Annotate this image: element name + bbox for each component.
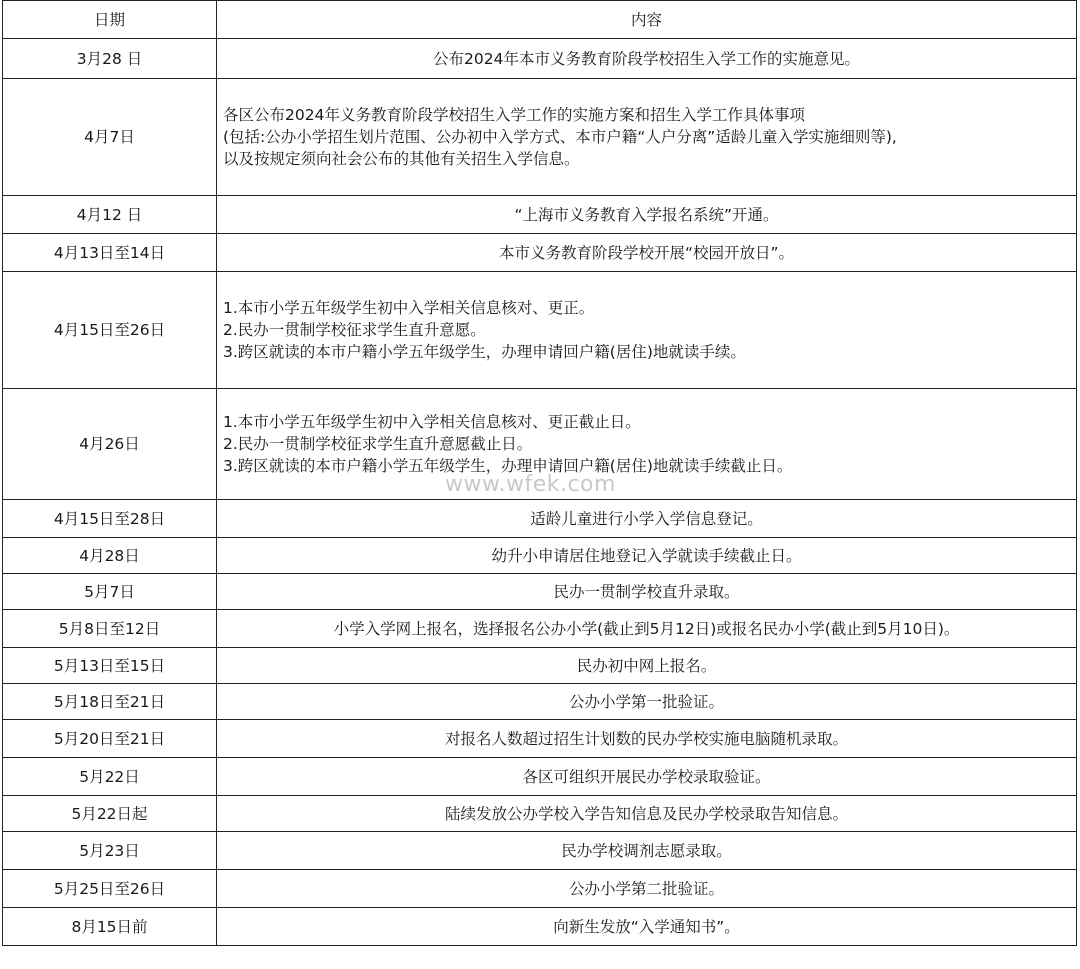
content-line: 小学入学网上报名，选择报名公办小学(截止到5月12日)或报名民办小学(截止到5月10日)。 bbox=[333, 619, 960, 638]
table-row bbox=[3, 908, 1077, 946]
row-content bbox=[217, 272, 1077, 389]
table-header-row bbox=[3, 1, 1077, 39]
content-line: 民办初中网上报名。 bbox=[576, 656, 717, 675]
row-content bbox=[217, 39, 1077, 79]
content-line: 陆续发放公办学校入学告知信息及民办学校录取告知信息。 bbox=[444, 804, 848, 823]
row-date: 4月15日至26日 bbox=[3, 272, 217, 389]
table-row bbox=[3, 389, 1077, 500]
row-date: 5月20日至21日 bbox=[3, 720, 217, 758]
row-date: 5月13日至15日 bbox=[3, 648, 217, 684]
row-content bbox=[217, 500, 1077, 538]
row-content bbox=[217, 648, 1077, 684]
table-row bbox=[3, 684, 1077, 720]
row-date: 5月8日至12日 bbox=[3, 610, 217, 648]
table-row bbox=[3, 500, 1077, 538]
content-line: 公办小学第一批验证。 bbox=[568, 692, 724, 711]
table-row bbox=[3, 234, 1077, 272]
content-line: 幼升小申请居住地登记入学就读手续截止日。 bbox=[491, 546, 802, 565]
row-content bbox=[217, 389, 1077, 500]
content-line: 2.民办一贯制学校征求学生直升意愿。 bbox=[223, 321, 486, 339]
watermark-text: www.wfek.com bbox=[445, 472, 616, 497]
content-line: 对报名人数超过招生计划数的民办学校实施电脑随机录取。 bbox=[444, 729, 848, 748]
row-content bbox=[217, 720, 1077, 758]
row-content bbox=[217, 908, 1077, 946]
content-line: 公办小学第二批验证。 bbox=[568, 879, 724, 898]
table-row bbox=[3, 720, 1077, 758]
row-date: 5月25日至26日 bbox=[3, 870, 217, 908]
content-line: 民办一贯制学校直升录取。 bbox=[553, 582, 740, 601]
row-content bbox=[217, 832, 1077, 870]
row-content bbox=[217, 574, 1077, 610]
row-date: 5月18日至21日 bbox=[3, 684, 217, 720]
row-date: 4月12 日 bbox=[3, 196, 217, 234]
table-row bbox=[3, 538, 1077, 574]
content-line: 3.跨区就读的本市户籍小学五年级学生，办理申请回户籍(居住)地就读手续。 bbox=[223, 343, 746, 361]
content-line: 1.本市小学五年级学生初中入学相关信息核对、更正。 bbox=[223, 299, 595, 317]
enrollment-schedule-table bbox=[2, 0, 1077, 946]
row-date: 5月22日 bbox=[3, 758, 217, 796]
content-line: 本市义务教育阶段学校开展“校园开放日”。 bbox=[498, 243, 795, 262]
row-content bbox=[217, 610, 1077, 648]
table-row bbox=[3, 870, 1077, 908]
row-content bbox=[217, 538, 1077, 574]
content-line: 适龄儿童进行小学入学信息登记。 bbox=[530, 509, 763, 528]
table-row bbox=[3, 79, 1077, 196]
row-date: 5月23日 bbox=[3, 832, 217, 870]
row-content bbox=[217, 234, 1077, 272]
row-date: 4月13日至14日 bbox=[3, 234, 217, 272]
row-date: 8月15日前 bbox=[3, 908, 217, 946]
content-line: (包括:公办小学招生划片范围、公办初中入学方式、本市户籍“人户分离”适龄儿童入学实施细则等), bbox=[223, 128, 897, 146]
row-content bbox=[217, 684, 1077, 720]
content-line: 3.跨区就读的本市户籍小学五年级学生，办理申请回户籍(居住)地就读手续截止日。 bbox=[223, 457, 793, 475]
table-row bbox=[3, 832, 1077, 870]
content-line: 各区可组织开展民办学校录取验证。 bbox=[522, 767, 771, 786]
content-line: 公布2024年本市义务教育阶段学校招生入学工作的实施意见。 bbox=[433, 49, 860, 68]
row-date: 4月7日 bbox=[3, 79, 217, 196]
table-row bbox=[3, 39, 1077, 79]
row-content bbox=[217, 870, 1077, 908]
table-row bbox=[3, 758, 1077, 796]
table-row bbox=[3, 648, 1077, 684]
table-row bbox=[3, 574, 1077, 610]
row-content bbox=[217, 758, 1077, 796]
row-content bbox=[217, 196, 1077, 234]
row-content bbox=[217, 796, 1077, 832]
row-date: 4月28日 bbox=[3, 538, 217, 574]
content-line: “上海市义务教育入学报名系统”开通。 bbox=[514, 205, 779, 224]
row-date: 4月15日至28日 bbox=[3, 500, 217, 538]
content-line: 以及按规定须向社会公布的其他有关招生入学信息。 bbox=[223, 150, 580, 168]
content-line: 2.民办一贯制学校征求学生直升意愿截止日。 bbox=[223, 435, 533, 453]
table-row bbox=[3, 610, 1077, 648]
content-line: 向新生发放“入学通知书”。 bbox=[553, 917, 740, 936]
row-date: 5月22日起 bbox=[3, 796, 217, 832]
header-content: 内容 bbox=[217, 1, 1077, 39]
row-date: 5月7日 bbox=[3, 574, 217, 610]
row-date: 4月26日 bbox=[3, 389, 217, 500]
table-row bbox=[3, 196, 1077, 234]
table-row bbox=[3, 796, 1077, 832]
row-date: 3月28 日 bbox=[3, 39, 217, 79]
content-line: 1.本市小学五年级学生初中入学相关信息核对、更正截止日。 bbox=[223, 413, 641, 431]
table-row bbox=[3, 272, 1077, 389]
header-date: 日期 bbox=[3, 1, 217, 39]
row-content bbox=[217, 79, 1077, 196]
content-line: 各区公布2024年义务教育阶段学校招生入学工作的实施方案和招生入学工作具体事项 bbox=[223, 106, 805, 124]
content-line: 民办学校调剂志愿录取。 bbox=[561, 841, 732, 860]
